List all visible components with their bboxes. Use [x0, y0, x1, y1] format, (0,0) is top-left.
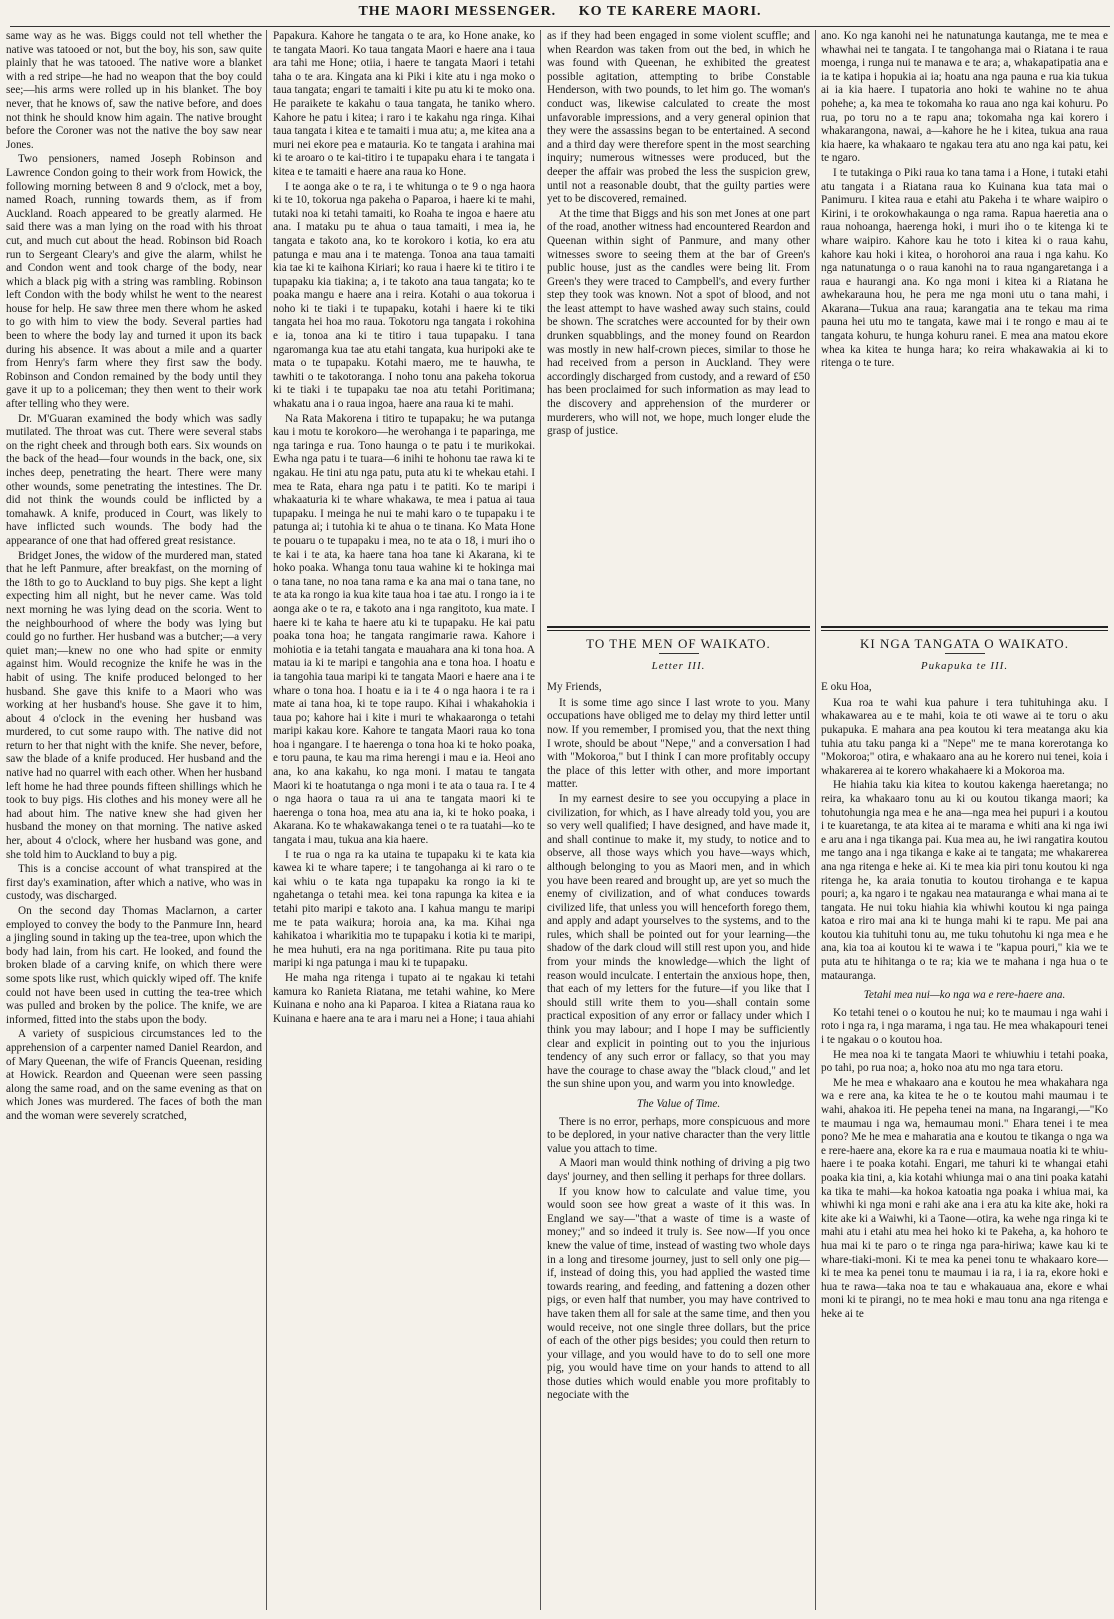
letter-subtitle: Pukapuka te III. — [920, 659, 1009, 672]
paragraph: In my earnest desire to see you occupying a place in civilization, for which, as I have already told you, you are so very well qualified; I have designed, and have made it, and shall continue to make it, my study, to notice and to observe, all those ways which you have—ways which, although belonging to you as Maori men, and in which you have been reared and brought up, are yet so much the enemy of civilization, and of what conduces towards civilized life, that unless you will henceforth forego them, and apply and adapt yourselves to the systems, and to the rules, which shall be pointed out for your learning—the shadow of the dark cloud will still rest upon you, and hide from your minds the knowledge—which the light of reason would inculcate. I entertain the anxious hope, then, that each of my letters for the future—if you like that I should still write them to you—shall contain some practical exposition of any error or fallacy under which I think you may labour; and I hope I may be sufficiently clear and explicit in pointing out to you the injurious tendency of any such error or fallacy, so that you may have the courage to chase away the "black cloud," and let the sun shine upon you, and warm you into knowledge. — [547, 792, 810, 1091]
paragraph: On the second day Thomas Maclarnon, a carter employed to convey the body to the Panmure Inn, heard a jingling sound in taking up the tea-tree, upon which the body had lain, from his cart. He looked, and found the broken blade of a carving knife, on which there were some spots like rust, which quickly wiped off. The knife could not have been used in cutting the tea-tree which was pulled and broken by the police. The knife, we are informed, fitted into the stabs upon the body. — [6, 905, 262, 1026]
paragraph: He hiahia taku kia kitea to koutou kakenga haeretanga; no reira, ka whakaaro tonu au ki ou koutou tikanga maori; ka tohutohungia nga mea e he ana—nga mea hei pupuri i a koutou i te kuaretanga, te ata kitea ai te marama e whiti ana ki nga iwi e aru ana i nga tikanga pai. Kua mea au, he iwi rangatira koutou me tango ana i nga tikanga e kake ai te tangata; me whakarerea ana nga ritenga e heke ai. Ki te mea kia piri tonu koutou ki nga ritenga he, ka araia tonutia to koutou tirohanga e te kapua pouri; a, ka ngaro i te ngakau nea matauranga e whai mana ai te tangata. He nui toku hiahia kia whiwhi koutou ki nga painga katoa e riro mai ana ki te hunga mahi ki te rapu. Me pai ana koutou kia tuhituhi tonu au, me tuku tohutohu ki nga mea e he ana, kia toa ai koutou ki te wawa i te "kapua pouri," kia we te puta atu te hihitanga o te ra; kia we te mahana i nga hua o te matauranga. — [821, 779, 1108, 982]
column-divider — [266, 30, 267, 1610]
paragraph: At the time that Biggs and his son met Jones at one part of the road, another witness had encountered Reardon and Queenan within sight of Panmure, and many other witnesses swore to seeing them at the bar of Green's public house, just as the candles were being lit. From Green's they were traced to Campbell's, and every further step they took was known. Not a spot of blood, and not the least attempt to have washed away such stains, could be shown. The scratches were accounted for by their own drunken squabblings, and the money found on Reardon was mostly in new half-crown pieces, similar to those he had received from a person in Auckland. They were accordingly discharged from custody, and a reward of £50 has been proclaimed for such information as may lead to the discovery and apprehension of the murderer or murderers, who will not, we hope, much longer elude the grasp of justice. — [547, 207, 810, 438]
paragraph: A variety of suspicious circumstances led to the apprehension of a carpenter named Daniel Reardon, and of Mary Queenan, the wife of Francis Queenan, residing at Howick. Reardon and Queenan were seen passing along the same road, and on the same evening as that on which Jones was murdered. The faces of both the man and the woman were severely scratched, — [6, 1028, 262, 1122]
paragraph: He mea noa ki te tangata Maori te whiuwhiu i tetahi poaka, po tahi, po rua noa; a, hoko noa atu mo nga tara etoru. — [821, 1048, 1108, 1075]
paragraph: Kua roa te wahi kua pahure i tera tuhituhinga aku. I whakawarea au e te mahi, koia te oti wawe ai te toru o aku pukapuka. E mahara ana pea koutou ki tera meatanga aku kia tuhia atu taku panga ki a "Nepe" me te mana korerotanga ko "Mokoroa;" otira, e whakaaro ana au he korero nui tenei, koia i whakarerea ai te korero whakahaere ki a Mokoroa ma. — [821, 696, 1108, 777]
paragraph: Na Rata Makorena i titiro te tupapaku; he wa putanga kau i motu te korokoro—he werohanga i te paparinga, me nga taringa e rua. Tono haunga o te patu i te murikokai. Ewha nga patu i te tuara—6 inihi te hohonu tae rawa ki te ngakau. He tini atu nga patu, puta atu ki te whekau etahi. I mea te Rata, ehara nga patu i te patiti. Ko te maripi i whakaaturia ki te whare whakawa, te mea i patua ai taua tupapaku. I meinga he nui te mahi karo o te tupapaku i te patunga ai; i tutohia ki te ahua o te tinana. Ko Mata Hone te pouaru o te tupapaku i mea, no te ata o 18, i muri iho o te kai i te ata, ka haere tana hoa tane ki Akarana, ki te hoko poaka. Whanga tonu taua wahine ki te hokinga mai o tana tane, no noa tana rama e ka ana mai o tana tane, no te ata ka rongo ia kua kite taua hoa i tae atu. I rongo ia i te aonga ake o te ra, e takoto ana i nga rangitoto, kua mate. I haere ki te kaha te haere atu ki te tupapaku. He kai patu poaka tona hoa; he tangata rangimarie rawa. Kahore i mohiotia e ia tetahi tangata e mauahara ana ki tona hoa. A matau ia ki te maripi e tangohia ana e tona hoa. I hoatu e ia tangohia taua maripi ki te tangata Maori e haere ana i te whare o tona hoa. I hoatu e ia i te 4 o nga haora i te ra i mate ai tana hoa, ki te tope raupo. Kihai i whakahokia i taua po; kahore hai i kite i muri te whakaaronga o tetahi maripi kakau kore. Kahore te tangata Maori raua ko tona hoa i ngangare. I te haerenga o tona hoa ki te hoko poaka, e toru pauna, te kau ma rima herengi i mau e ia. Heoi ano ana, ko ana kakahu, ko nga moni. I matau te tangata Maori ki te hoatutanga o nga moni i te ata o taua ra. I te 4 o nga haora o taua ra ui ana te tangata maori ki te haerenga o tona hoa, mea atu ana ia, ki te hoko poaka, i Akarana. Ko te whakawakanga tenei o te ra tuatahi—ko te tangata i mau, tukua ana kia haere. — [273, 412, 535, 847]
letter-title: TO THE MEN OF WAIKATO. — [586, 636, 771, 651]
paragraph: It is some time ago since I last wrote to you. Many occupations have obliged me to delay my third letter until now. If you remember, I promised you, that the next thing I wrote, should be about "Nepe," and a conversation I had with "Mokoroa," but I think I can more profitably occupy the place of this letter with other, and more important matter. — [547, 696, 810, 791]
section-rule — [821, 626, 1108, 631]
paragraph: Dr. M'Guaran examined the body which was sadly mutilated. The throat was cut. There were several stabs on the right cheek and through both ears. Six wounds on the back of the head—four wounds in the back, one, six inches deep, penetrating the heart. There were many other wounds, some penetrating the intestines. The Dr. did not think the wounds could be inflicted by a tomahawk. A knife, produced in Court, was likely to have inflicted such wounds. The body had the appearance of one that had offered great resistance. — [6, 412, 262, 547]
paragraph: He maha nga ritenga i tupato ai te ngakau ki tetahi kamura ko Ranieta Riatana, me tetahi wahine, ko Mere Kuinana e noho ana ki Paparoa. I kitea a Riatana raua ko Kuinana e haere ana te ara i maru nei a Hone; i taua ahiahi — [273, 971, 535, 1025]
masthead-title-mi: KO TE KARERE MAORI. — [578, 4, 762, 19]
section-heading: Tetahi mea nui—ko nga wa e rere-haere ana. — [863, 989, 1066, 1002]
paragraph: same way as he was. Biggs could not tell whether the native was tatooed or not, but the boy, his son, saw quite plainly that he was tatooed. The native wore a blanket with a red stripe—he had no weapon that the boy could see;—his arms were rolled up in his blanket. The boy never, that he knows of, saw the native before, and does not think he should know him again. The native brought before the Coroner was not the native the boy saw near Jones. — [6, 30, 262, 151]
section-rule — [547, 626, 810, 631]
title-rule — [945, 653, 985, 654]
column-divider — [815, 30, 816, 1610]
paragraph: Bridget Jones, the widow of the murdered man, stated that he left Panmure, after breakfast, on the morning of the 18th to go to Auckland to buy pigs. She kept a light expecting him all night, but he never came. Was told next morning he was lying dead on the scoria. Went to the neighbourhood of where the body was lying but could go no further. Her husband was a butcher;—a very quiet man;—knew no one who had spite or enmity against him. Would recognize the knife he was in the habit of using. The knife produced belonged to her husband. She gave this knife to a Maori who was working at her husband's house. She gave it to him, about 4 o'clock in the evening her husband was murdered, to cut some raupo with. The native did not return to her that night with the knife. She never, before, saw the blade of a knife produced. Her husband and the native had no quarrel with each other. When her husband left home he had three pounds fifteen shillings which he took to buy pigs. His clothes and his money were all he had about him. The native knew she had given her husband the money on that morning. The native asked her, about 4 o'clock, where her husband was gone, and she told him to Auckland to buy a pig. — [6, 549, 262, 861]
paragraph: A Maori man would think nothing of driving a pig two days' journey, and then selling it perhaps for three dollars. — [547, 1157, 810, 1183]
paragraph: Me he mea e whakaaro ana e koutou he mea whakahara nga wa e rere ana, ka kitea te he o te koutou mahi maumau i te wahi, ahakoa iti. He pepeha tenei na mana, na Ingarangi,—"Ko te maumau i nga wa, hemaumau moni." Ehara tenei i te mea pono? Me he mea e maharatia ana e koutou te tikanga o nga wa e rere-haere ana, ekore ka ra e rua e maumaua noatia ki te whiu-haere i te poaka kotahi. Engari, me tahuri ki te whangai etahi poaka kia tini, a, kia kotahi whiunga mai o ana tini poaka katahi ka tika te mahi—ka hokoa katoatia nga poaka i whiua mai, ka whiwhi ki nga moni e rahi ake ana i era atu ka kite ake, hoki ra kite ake ki a Waiwhi, ki a Taone—otira, ka wehe nga ringa ki te mahi atu i etahi atu mea hei hoko ki te Pakeha, a, ka hohoro te hua mai ki te paro o te ringa nga para-hiriwa; kawe kau ki te whare-tiaki-moni. Ki te mea ka penei tonu te whakaaro kore—ki te mea ka penei tonu te maumau i ia ra, i ia ra, ekore hoki e hua te rawa—taka noa te tau e whakauaua ana, ekore e whai moni ki te pirangi, no te mea hoki e mau tonu ana nga ritenga e heke ai te — [821, 1076, 1108, 1320]
paragraph: ano. Ko nga kanohi nei he natunatunga kautanga, me te mea e whawhai nei te tangata. I te tangohanga mai o Riatana i te raua moenga, i runga nui te manawa e te ara; a, whakapatipatia ana e ia te katipa i hopukia ai ia; hoatu ana nga pauna e rua kia tukua ai ia kia haere. I tupatoria ano hoki te wahine no te ahua pohehe; a, ka mea te tokomaha ko raua ano nga kai kohuru. Po rua, po toru no a te rapu ana; tokomaha nga kai korero i whakarangona, nawai, a—kahore he he i kitea, tukua ana raua kia haere, ka whakaaro te ngakau tera atu ano nga kai patu, kei te ngaro. — [821, 30, 1108, 165]
letter-maori — [821, 622, 1108, 1610]
column-1-english-report — [6, 30, 262, 1610]
salutation: My Friends, — [547, 681, 602, 694]
salutation: E oku Hoa, — [821, 681, 872, 694]
title-rule — [659, 653, 699, 654]
letter-subtitle: Letter III. — [651, 659, 706, 672]
section-heading: The Value of Time. — [636, 1098, 721, 1110]
paragraph: as if they had been engaged in some violent scuffle; and when Reardon was taken from out the bed, in which he was found with Queenan, he exhibited the greatest possible agitation, attempting to bribe Constable Henderson, with two pounds, to let him go. The woman's conduct was, likewise calculated to create the most unfavorable impressions, and a very general opinion that they were the assassins began to be entertained. A second and a third day were therefore spent in the most searching inquiry; numerous witnesses were produced, but the deeper the affair was probed the less the suspicion grew, until not a reasonable doubt, that the guilty parties were yet to be discovered, remained. — [547, 30, 810, 206]
paragraph: I te tutakinga o Piki raua ko tana tama i a Hone, i tutaki etahi atu tangata i a Riatana raua ko Kuinana kua tata mai o Panimuru. I kitea raua e etahi atu Pakeha i te whare waipiro o Kirini, i te orokowhakaunga o nga rama. Rapua haeretia ana o raua nohoanga, haerenga hoki, i muri iho o te kitenga ki te whare waipiro. Kahore kau he toto i kitea ki o raua kahu, kahore kau hoki i kitea, o horohoroi ana raua i nga kahu. Ko nga natunatunga o o raua kanohi na to raua ngangaretanga i a raua e haurangi ana. Ko nga moni i kitea ki a Riatana he awhekarauna hou, he pera me nga moni utu o tana mahi, i Akarana—Tukua ana raua; karangatia ana te tekau ma rima pauna hei utu mo te tangata, kawe mai i te rongo e mau ai te tangata kohuru, te hunga kohuru ranei. E mea ana matou ekore whea ka kitea te hunga hara; ko reira whakawakia ai ki to ritenga o te ture. — [821, 166, 1108, 370]
paragraph: I te aonga ake o te ra, i te whitunga o te 9 o nga haora ki te 10, tokorua nga pakeha o Paparoa, i haere ki te mahi, tutaki noa ki tetahi tamaiti, ko Roaha te ingoa e haere atu ana. I mataku pu te ahua o taua tamaiti, i mea ia, he tangata e takoto ana, ko te korokoro i kotia, ko era atu patunga e mau ana i te matenga. Tonoa ana taua tamaiti kia tae ki te kaihona Kiriari; ko raua i haere ki te titiro i te tupapaku kia tiakina; a, i te takoto ana taua tangata; ko te poaka mangu e haere ana i reira. Kotahi o aua tokorua i noho ki te tiaki i te tupapaku, kotahi i haere ki te tiki tangata hei hoa mo raua. Tokotoru nga tangata i rokohina e ia, tonoa ana ki te titiro i taua tupapaku. I tana ngaromanga kua tae atu etahi tangata, kua huripoki ake te mata o te tupapaku. Kotahi maero, me te hauwha, te tawhiti o te takotoranga. I noho tonu ana pakeha tokorua ki te tiaki i te tupapaku tae noa atu tetahi Poritimana; whakatu ana i o raua ingoa, haere ana raua ki te mahi. — [273, 180, 535, 411]
letter-title: KI NGA TANGATA O WAIKATO. — [860, 636, 1069, 651]
column-divider — [540, 30, 541, 1610]
paragraph: I te rua o nga ra ka utaina te tupapaku ki te kata kia kawea ki te whare tapere; i te tangohanga ai ki raro o te kai whiu o te kata nga tupapaku ka rongo ia ki te ngahetanga o tetahi mea. kei tona rapunga ka kitea e ia tetahi pito maripi e takoto ana. I kahua mangu te maripi me te pata waikura; horoia ana, ka ma. Kihai nga kahikatoa i wharikitia mo te tupapaku i kotia ki te maripi, he mea huhuti, era na nga poritimana. Rite pu taua pito maripi ki nga patunga i mau ki te tupapaku. — [273, 848, 535, 970]
letter-english — [547, 622, 810, 1610]
masthead — [300, 4, 820, 24]
column-3-english-report — [547, 30, 810, 618]
paragraph: Papakura. Kahore he tangata o te ara, ko Hone anake, ko te tangata Maori. Ko taua tangata Maori e haere ana i taua ara tahi me Hone; otiia, i haere te tangata Maori i tetahi taha o te ara. Kingata ana ki Piki i kite atu i nga moko o taua tangata; engari te tamaiti i kite pu atu ki te moko ona. He paraikete te kakahu o taua tangata, he taniko whero. Kahore he patu i kitea; i raro i te kakahu nga ringa. Kihai taua tangata i kitea e te tamaiti i mua atu; a, me kitea ana a muri nei ekore pea e matauria. Ko te tangata i arahina mai ki te aroaro o te kai-titiro i te tupapaku ehara i te tangata i kitea e te tamaiti e haere ana raua ko Hone. — [273, 30, 535, 178]
column-2-maori-report — [273, 30, 535, 1610]
paragraph: There is no error, perhaps, more conspicuous and more to be deplored, in your native character than the very little value you attach to time. — [547, 1115, 810, 1155]
paragraph: Ko tetahi tenei o o koutou he nui; ko te maumau i nga wahi i roto i nga ra, i nga marama, i nga tau. He mea whakapouri tenei i te ngakau o o koutou hoa. — [821, 1006, 1108, 1047]
paragraph: Two pensioners, named Joseph Robinson and Lawrence Condon going to their work from Howick, the following morning between 8 and 9 o'clock, met a boy, named Roach, running towards them, as if from Auckland. Roach appeared to be greatly alarmed. He said there was a man lying on the road with his throat cut, and much cut about the head. Robinson bid Roach run to Sergeant Cleary's and give the alarm, whilst he and Condon went and took charge of the body, near which a black pig with a string was rambling. Robinson left Condon with the body whilst he went to the nearest house for help. He saw three men there whom he asked to go with him to view the body. Several parties had been to where the body lay and turned it upon its back during his absence. It was about a mile and a quarter from Henry's farm where they first saw the body. Robinson and Condon remained by the body until they gave it up to a policeman; they then went to their work after telling who they were. — [6, 153, 262, 411]
masthead-rule — [10, 26, 1110, 27]
paragraph: If you know how to calculate and value time, you would soon see how great a waste of it this was. In England we say—"that a waste of time is a waste of money;" and so indeed it truly is. See now—If you once knew the value of time, instead of wasting two whole days in a long and tiresome journey, just to sell only one pig—if, instead of doing this, you had applied the wasted time towards rearing, and feeding, and fattening a dozen other pigs, or even half that number, you may have contrived to have taken them all for sale at the same time, and then you would receive, not one single three dollars, but the price of each of the other pigs besides; you could then return to your village, and you would have to do to sell one more pig, you would have time on your hands to attend to all those duties which would enable you more profitably to negociate with the — [547, 1185, 810, 1402]
column-4-maori-report — [821, 30, 1108, 620]
masthead-title-en: THE MAORI MESSENGER. — [358, 4, 557, 19]
paragraph: This is a concise account of what transpired at the first day's examination, after which a native, who was in custody, was discharged. — [6, 863, 262, 903]
